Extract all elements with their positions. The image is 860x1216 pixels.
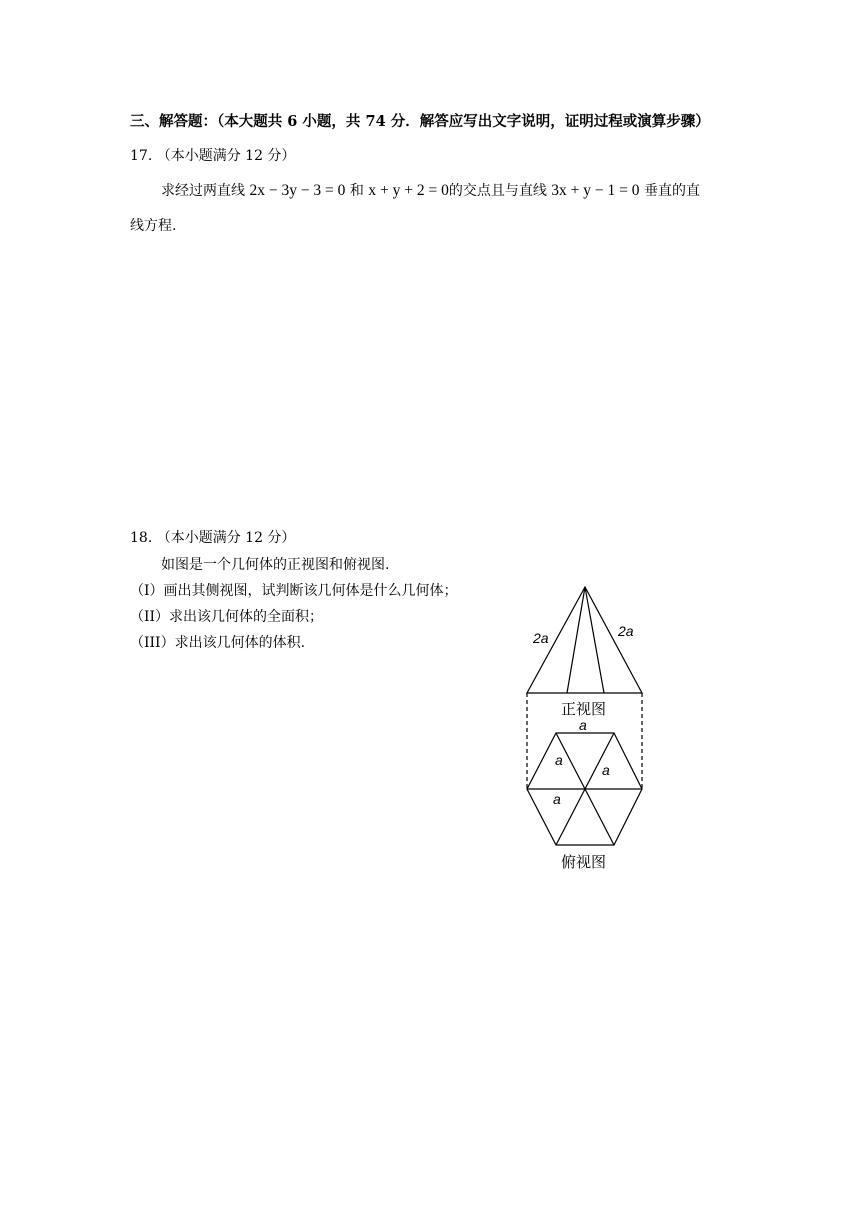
- inner-label-2: a: [602, 762, 610, 778]
- slant-label-left: 2a: [533, 630, 549, 646]
- geometry-figure-svg: [507, 583, 663, 873]
- q18-part-3: （III）求出该几何体的体积.: [130, 635, 306, 651]
- q17-text-before: 求经过两直线: [161, 183, 245, 199]
- q17-number: 17. （本小题满分 12 分）: [130, 148, 296, 164]
- q17-equation-3: 3x + y − 1 = 0: [551, 182, 640, 199]
- q17-equation-2: x + y + 2 = 0: [368, 182, 449, 199]
- q17-equation-1: 2x − 3y − 3 = 0: [249, 182, 346, 199]
- q17-text-middle: 的交点且与直线: [448, 183, 547, 199]
- geometry-figure: [507, 583, 663, 873]
- q18-part-1: （I）画出其侧视图，试判断该几何体是什么几何体；: [130, 583, 458, 599]
- top-edge-label: a: [579, 717, 587, 733]
- q18-part-2: （II）求出该几何体的全面积；: [130, 609, 324, 625]
- q17-text-end: 垂直的直: [643, 183, 700, 199]
- front-view-inner-edge-right: [585, 587, 604, 693]
- section-header: 三、解答题：（本大题共 6 小题，共 74 分．解答应写出文字说明，证明过程或演算步骤）: [130, 113, 710, 130]
- inner-label-1: a: [555, 752, 563, 768]
- q17-body-line1: [161, 180, 700, 200]
- q18-intro: 如图是一个几何体的正视图和俯视图.: [161, 557, 390, 573]
- slant-label-right: 2a: [618, 623, 634, 639]
- q17-body-line2: 线方程.: [130, 218, 177, 234]
- q17-text-and: 和: [349, 183, 364, 199]
- front-view-label: 正视图: [561, 701, 607, 718]
- inner-label-3: a: [553, 791, 561, 807]
- q18-number: 18. （本小题满分 12 分）: [130, 530, 296, 546]
- top-view-label: 俯视图: [561, 854, 607, 871]
